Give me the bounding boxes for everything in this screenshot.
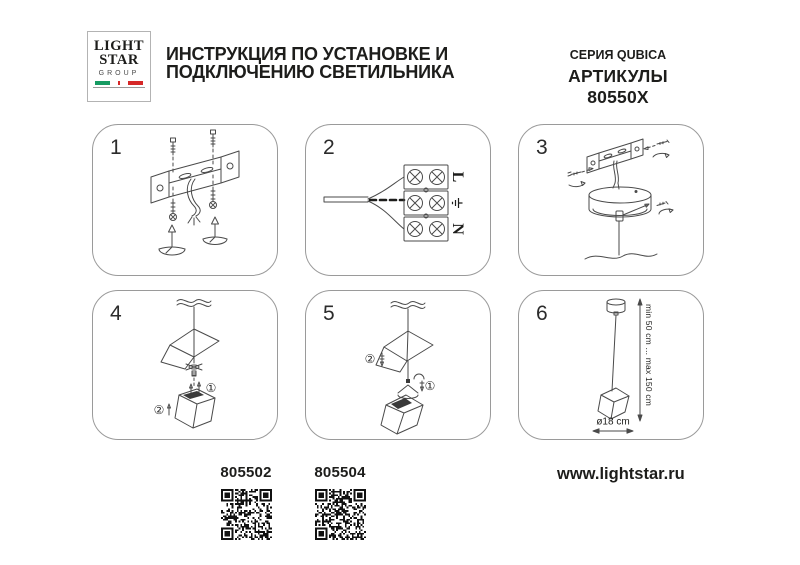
step-marker-1: ① <box>424 379 436 393</box>
articles-label: АРТИКУЛЫ 80550X <box>568 66 668 107</box>
product-805504 <box>310 464 370 540</box>
title-line-1: ИНСТРУКЦИЯ ПО УСТАНОВКЕ И <box>166 44 448 64</box>
step-panel-5 <box>305 290 491 440</box>
italian-flag-icon <box>95 81 143 85</box>
series-name: СЕРИЯ QUBICA <box>569 48 667 62</box>
step-number-2: 2 <box>323 136 335 159</box>
qr-code <box>315 489 366 540</box>
step-panel-1 <box>92 124 278 276</box>
logo-word-group: GROUP <box>98 70 140 77</box>
step-marker-1: ① <box>205 381 217 395</box>
series-block <box>543 48 693 108</box>
website-url: www.lightstar.ru <box>557 465 685 483</box>
earth-ground-icon <box>451 197 464 210</box>
step-number-3: 3 <box>536 136 548 159</box>
step-panel-3 <box>518 124 704 276</box>
terminal-label-neutral: N <box>449 223 466 235</box>
step-panel-6 <box>518 290 704 440</box>
step-1-drawing-bracket-anchors <box>93 125 279 277</box>
lightstar-logo <box>87 31 151 102</box>
title-line-2: ПОДКЛЮЧЕНИЮ СВЕТИЛЬНИКА <box>166 62 455 82</box>
product-805502 <box>216 464 276 540</box>
step-5-drawing-shade-fixing <box>306 291 492 441</box>
terminal-label-line: L <box>449 171 466 183</box>
qr-code <box>221 489 272 540</box>
logo-word-star: STAR <box>99 52 139 68</box>
step-2-drawing-terminal-block <box>306 125 492 277</box>
step-number-4: 4 <box>110 302 122 325</box>
step-number-1: 1 <box>110 136 122 159</box>
logo-rule <box>93 87 145 88</box>
step-3-drawing-canopy-mounting <box>519 125 705 277</box>
product-code: 805504 <box>314 464 366 481</box>
step-panel-2 <box>305 124 491 276</box>
diameter-dimension: ø18 cm <box>596 416 630 428</box>
step-number-5: 5 <box>323 302 335 325</box>
product-code: 805502 <box>220 464 272 481</box>
step-number-6: 6 <box>536 302 548 325</box>
step-panel-4 <box>92 290 278 440</box>
step-4-drawing-shade-assembly <box>93 291 279 441</box>
step-marker-2: ② <box>364 352 376 366</box>
height-range-dimension: min 50 cm ... max 150 cm <box>644 303 654 407</box>
step-marker-2: ② <box>153 403 165 417</box>
logo-word-light: LIGHT <box>93 38 145 54</box>
page-title <box>166 45 456 81</box>
